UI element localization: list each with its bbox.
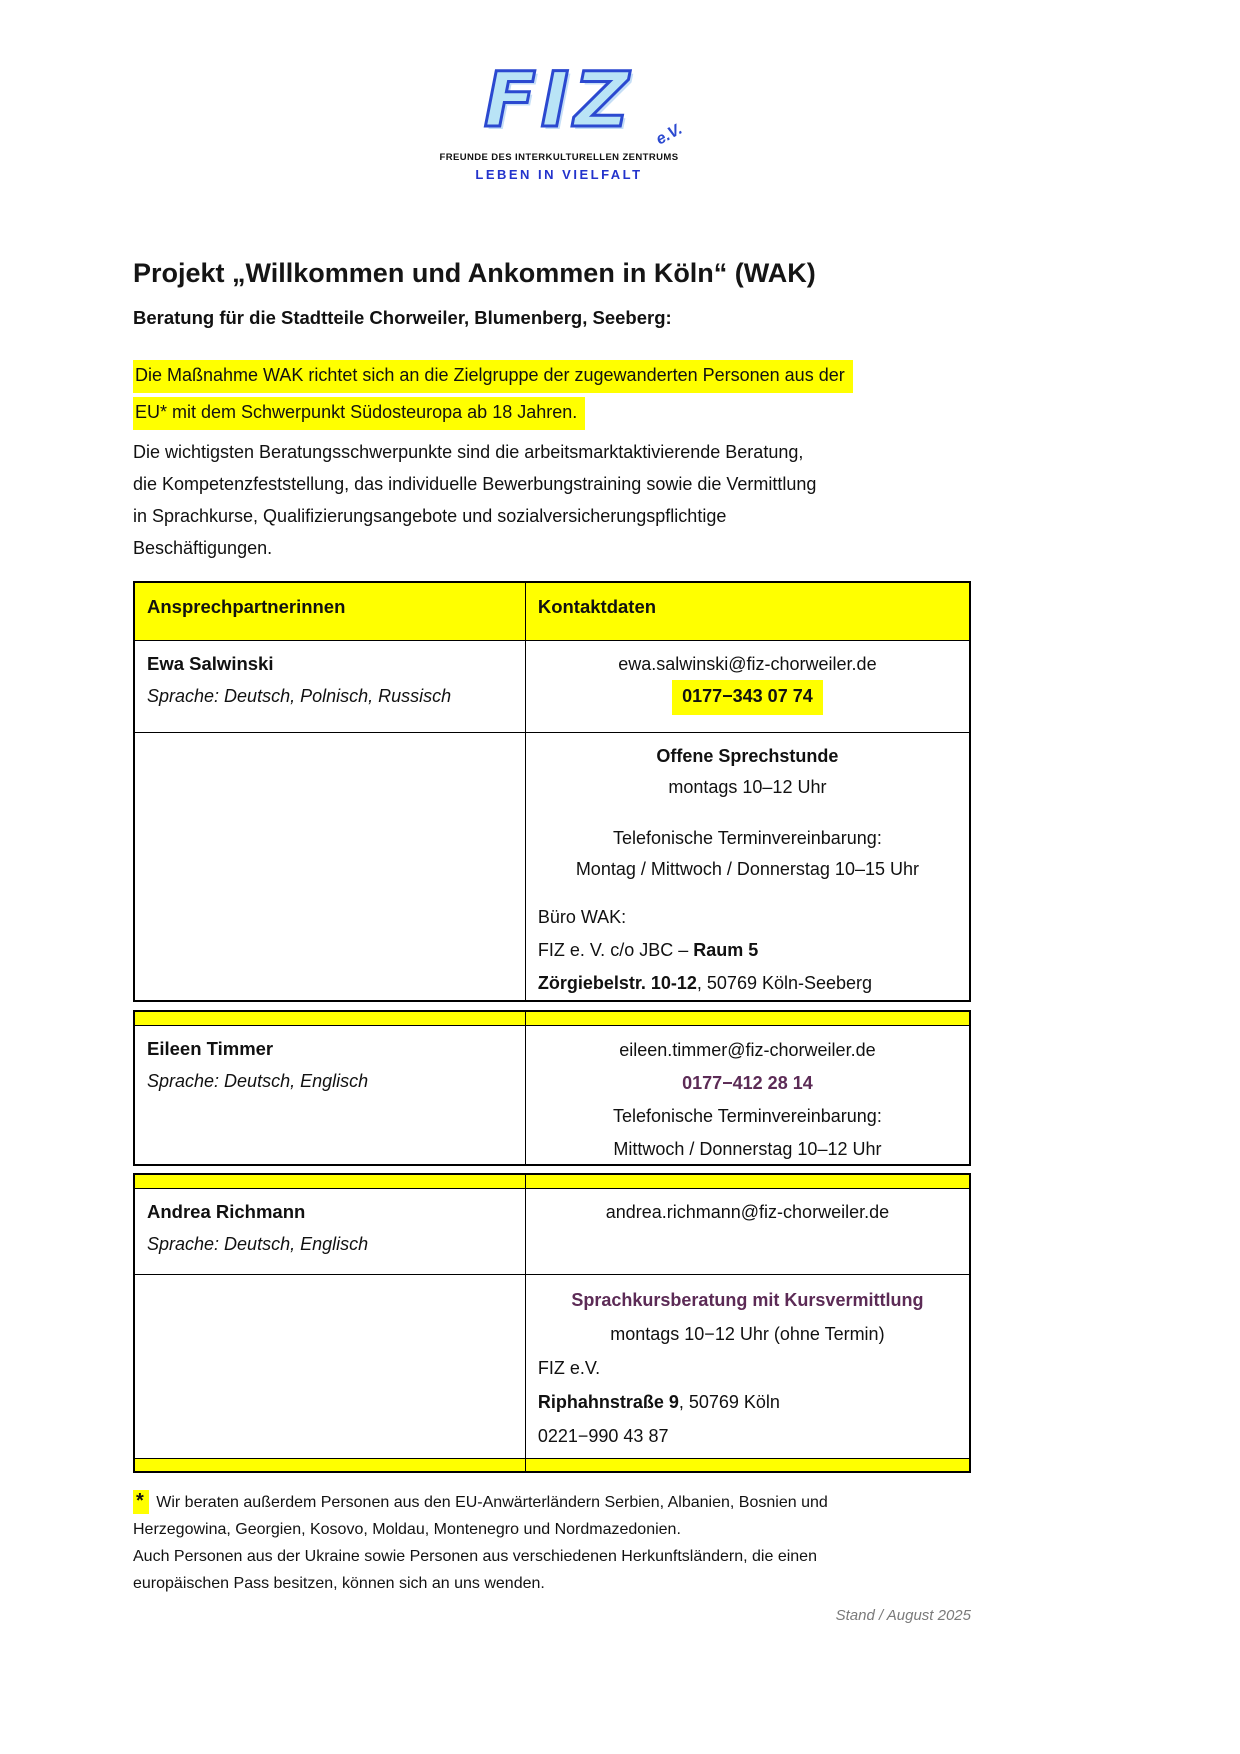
contact-name: Ewa Salwinski <box>147 653 274 674</box>
office-room: Raum 5 <box>693 940 759 960</box>
contact-table-andrea-richmann <box>133 1173 971 1473</box>
language-course-street: Riphahnstraße 9 <box>537 1392 679 1412</box>
logo-fiz-text: FIZ <box>483 55 635 144</box>
contact-row-andrea-richmann <box>135 1188 969 1274</box>
contact-row-eileen-timmer <box>135 1025 969 1164</box>
footnote-line-4: europäischen Pass besitzen, können sich an uns wenden. <box>133 1575 545 1592</box>
page-subtitle: Beratung für die Stadtteile Chorweiler, Blumenberg, Seeberg: <box>133 307 672 328</box>
logo-tagline-leben-in-vielfalt: LEBEN IN VIELFALT <box>475 167 643 182</box>
language-course-row <box>135 1274 969 1458</box>
contact-name: Andrea Richmann <box>147 1201 306 1222</box>
contact-cell-name-andrea <box>135 1189 526 1274</box>
phone-appointment-days: Mittwoch / Donnerstag 10–12 Uhr <box>613 1139 882 1159</box>
empty-cell <box>135 733 526 1000</box>
contact-cell-name-eileen <box>135 1026 526 1164</box>
intro-line-1: Die wichtigsten Beratungsschwerpunkte sind die arbeitsmarktaktivierende Beratung, <box>133 442 804 462</box>
office-city: , 50769 Köln-Seeberg <box>696 973 873 993</box>
contact-languages: Sprache: Deutsch, Englisch <box>147 1071 369 1091</box>
footnote-line-1: Wir beraten außerdem Personen aus den EU-Anwärterländern Serbien, Albanien, Bosnien und <box>156 1494 828 1511</box>
contact-phone-purple: 0177−412 28 14 <box>682 1073 813 1093</box>
intro-line-4: Beschäftigungen. <box>133 538 273 558</box>
phone-appointment-label: Telefonische Terminvereinbarung: <box>613 1106 882 1126</box>
document-content <box>133 256 971 1624</box>
office-org: FIZ e. V. c/o JBC – <box>537 940 694 960</box>
phone-appointment-days: Montag / Mittwoch / Donnerstag 10–15 Uhr <box>575 859 919 879</box>
language-course-title: Sprachkursberatung mit Kursvermittlung <box>571 1290 924 1310</box>
fiz-logo <box>425 52 693 190</box>
contact-languages: Sprache: Deutsch, Polnisch, Russisch <box>147 686 452 706</box>
contact-email: ewa.salwinski@fiz-chorweiler.de <box>618 654 877 674</box>
header-cell-ansprechpartnerinnen: Ansprechpartnerinnen <box>135 583 526 640</box>
language-course-cell <box>526 1275 969 1458</box>
separator-strip <box>135 1012 969 1025</box>
language-course-address <box>538 1385 957 1419</box>
page-title: Projekt „Willkommen und Ankommen in Köln“ (WAK) <box>133 258 816 288</box>
header-cell-kontaktdaten: Kontaktdaten <box>526 583 969 640</box>
phone-appointment-label: Telefonische Terminvereinbarung: <box>613 828 882 848</box>
footnote-line-2: Herzegowina, Georgien, Kosovo, Moldau, Montenegro und Nordmazedonien. <box>133 1521 681 1538</box>
logo-ev-text: e.V. <box>653 120 686 149</box>
office-street-line <box>538 967 957 1000</box>
consultation-details-row <box>135 732 969 1000</box>
separator-strip-left <box>135 1012 526 1025</box>
separator-strip-left <box>135 1175 526 1188</box>
contact-languages: Sprache: Deutsch, Englisch <box>147 1234 369 1254</box>
open-office-hours-time: montags 10–12 Uhr <box>668 777 827 797</box>
empty-cell <box>135 1275 526 1458</box>
separator-strip <box>135 1175 969 1188</box>
separator-strip-right <box>526 1459 969 1471</box>
footnote-asterisk: * <box>133 1490 149 1514</box>
separator-strip-right <box>526 1175 969 1188</box>
footnote-line-3: Auch Personen aus der Ukraine sowie Personen aus verschiedenen Herkunftsländern, die einen <box>133 1548 817 1565</box>
contact-cell-kontakt-ewa <box>526 641 969 732</box>
intro-line-2: die Kompetenzfeststellung, das individuelle Bewerbungstraining sowie die Vermittlung <box>133 474 817 494</box>
contact-email: eileen.timmer@fiz-chorweiler.de <box>619 1040 876 1060</box>
separator-strip-left <box>135 1459 526 1471</box>
highlight-line-1: Die Maßnahme WAK richtet sich an die Zielgruppe der zugewanderten Personen aus der <box>133 360 853 393</box>
office-address-line <box>538 934 957 967</box>
contact-cell-kontakt-eileen <box>526 1026 969 1164</box>
language-course-phone: 0221−990 43 87 <box>537 1426 669 1446</box>
logo-tagline-freunde: FREUNDE DES INTERKULTURELLEN ZENTRUMS <box>439 152 679 163</box>
intro-paragraph <box>133 436 971 564</box>
separator-strip-right <box>526 1012 969 1025</box>
consultation-details-cell <box>526 733 969 1000</box>
contact-phone-highlighted: 0177−343 07 74 <box>672 680 823 715</box>
highlight-line-2: EU* mit dem Schwerpunkt Südosteuropa ab 18 Jahren. <box>133 397 585 430</box>
contact-cell-kontakt-andrea <box>526 1189 969 1274</box>
document-date: Stand / August 2025 <box>835 1607 971 1624</box>
contact-email: andrea.richmann@fiz-chorweiler.de <box>605 1202 890 1222</box>
open-office-hours-title: Offene Sprechstunde <box>656 746 839 766</box>
language-course-org: FIZ e.V. <box>537 1358 601 1378</box>
footnote <box>133 1488 971 1597</box>
contact-row-ewa-salwinski <box>135 640 969 732</box>
language-course-time: montags 10−12 Uhr (ohne Termin) <box>610 1324 885 1344</box>
contact-table-eileen-timmer <box>133 1010 971 1166</box>
fiz-logo-art <box>425 52 693 150</box>
intro-line-3: in Sprachkurse, Qualifizierungsangebote und sozialversicherungspflichtige <box>133 506 727 526</box>
contacts-table <box>133 581 971 1002</box>
table-header-row <box>135 583 969 640</box>
highlight-paragraph <box>133 360 971 430</box>
contact-name: Eileen Timmer <box>147 1038 274 1059</box>
office-street: Zörgiebelstr. 10-12 <box>537 973 697 993</box>
contact-cell-name-ewa <box>135 641 526 732</box>
separator-strip-bottom <box>135 1458 969 1471</box>
office-label: Büro WAK: <box>537 907 627 927</box>
language-course-city: , 50769 Köln <box>678 1392 780 1412</box>
